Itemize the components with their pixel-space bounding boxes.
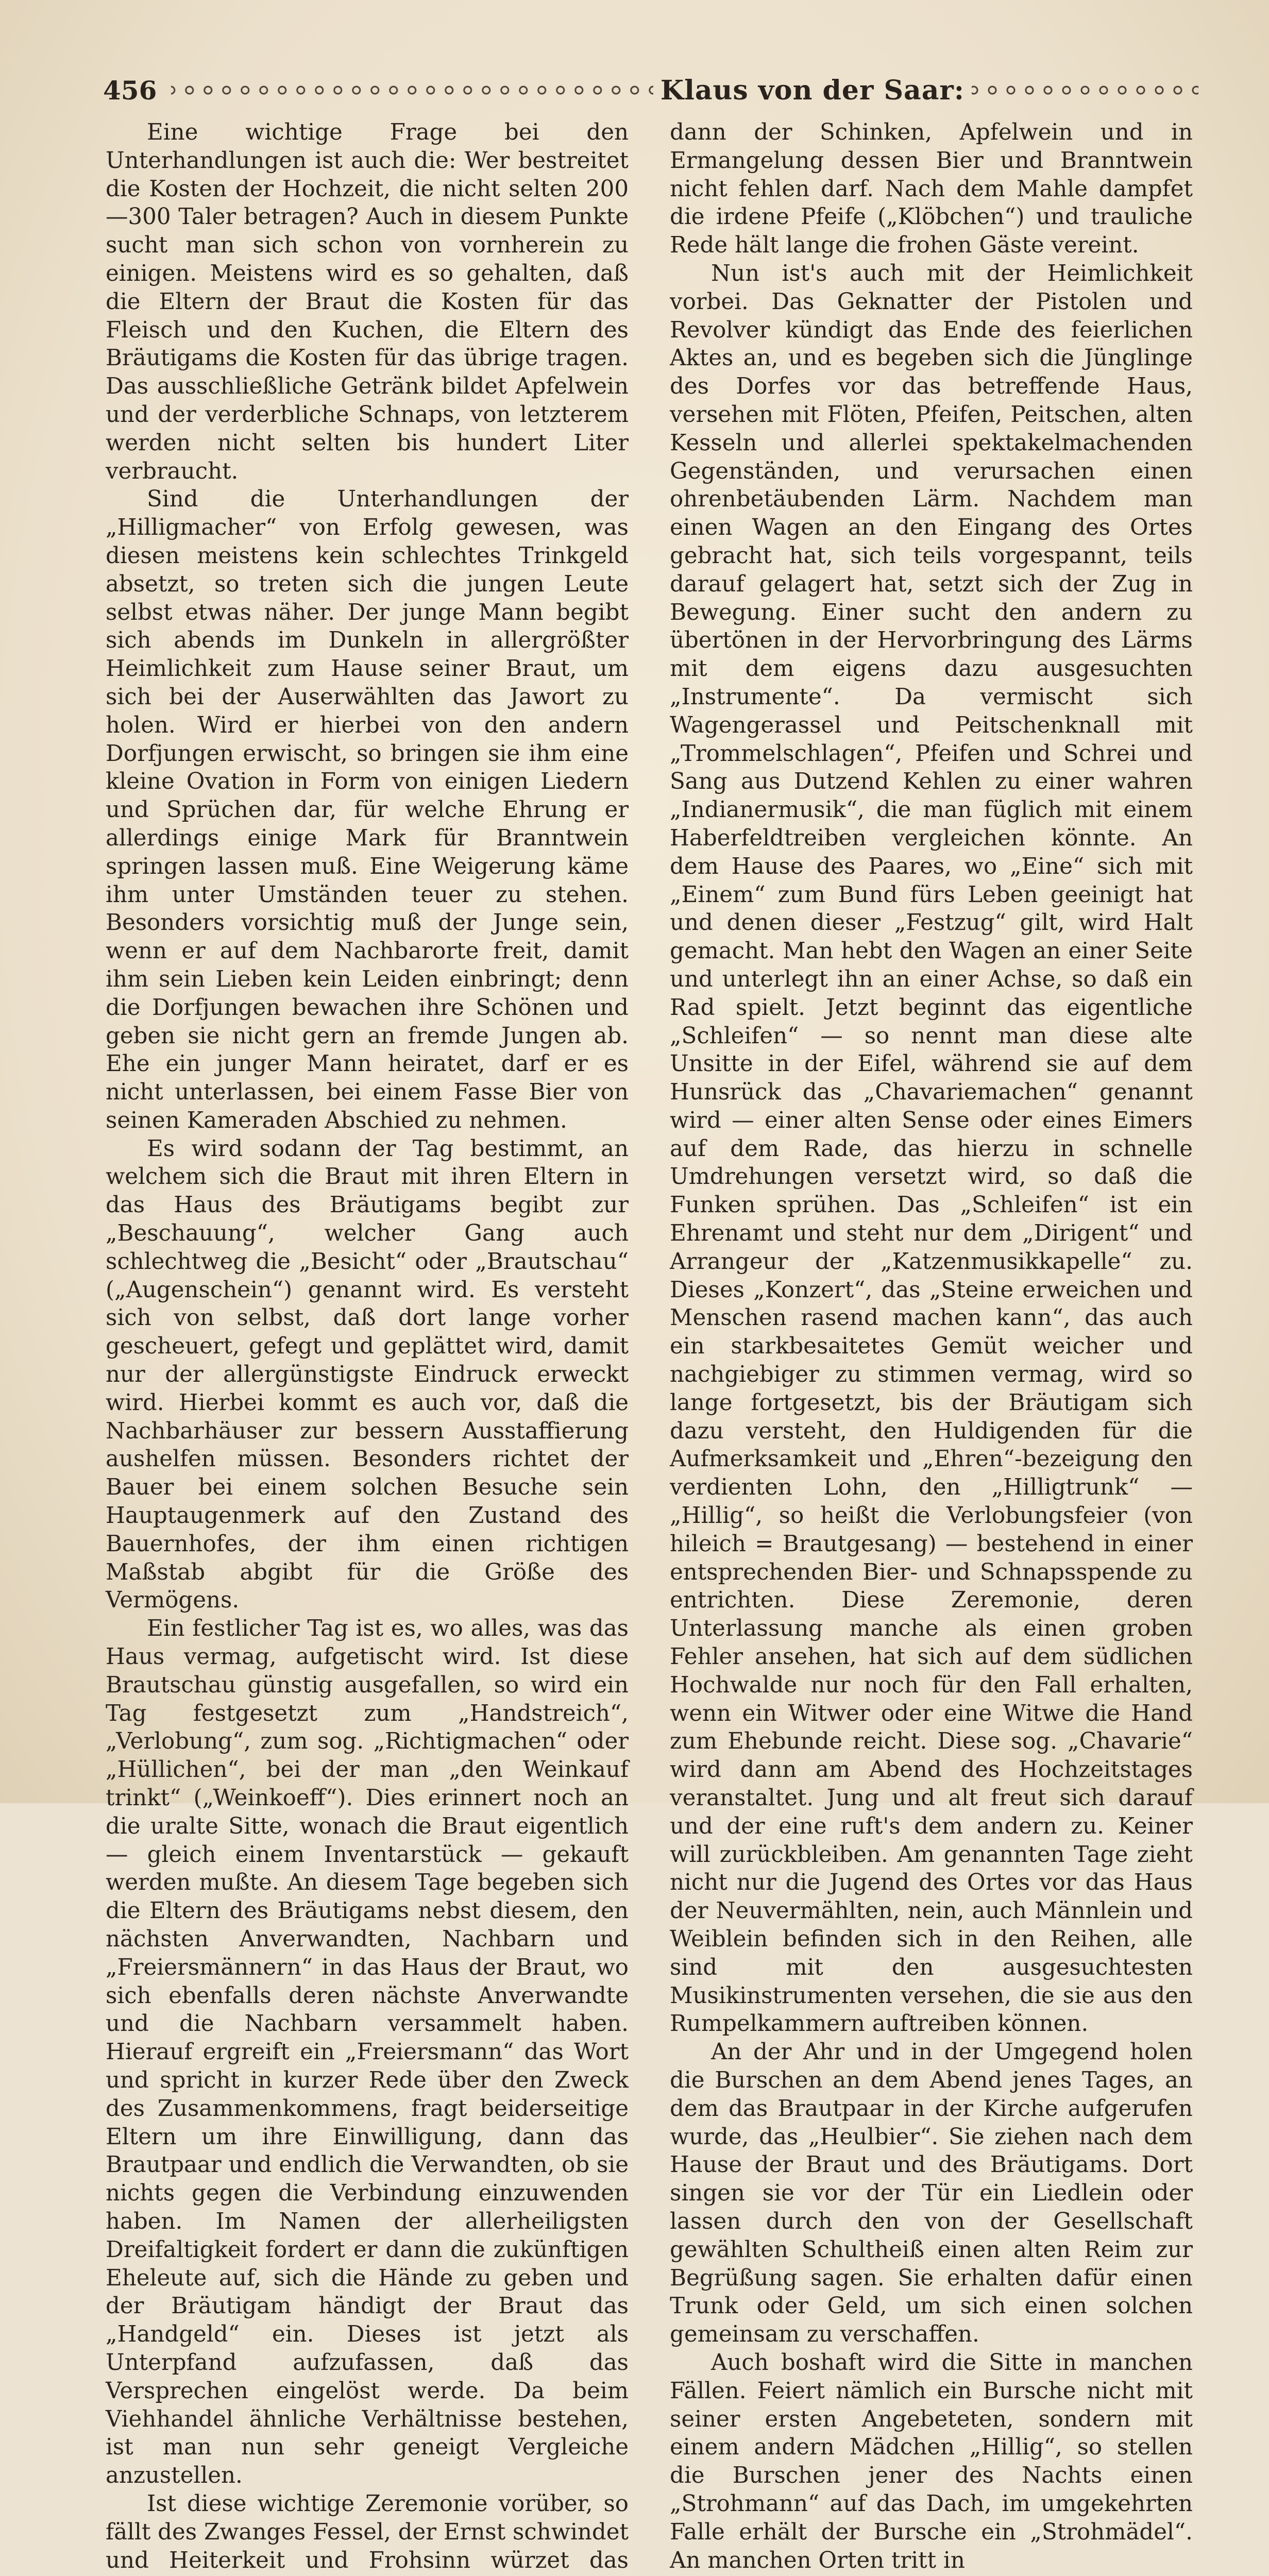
paragraph: Ist diese wichtige Zeremonie vorüber, so fällt des Zwanges Fessel, der Ernst schwindet und Heiterkeit und Frohsinn würzet das [106, 2490, 629, 2573]
page-number: 456 [103, 75, 157, 106]
paragraph: Nun ist's auch mit der Heimlichkeit vorbei. Das Geknatter der Pistolen und Revolver kündigt das Ende des feierlichen Aktes an, und es begeben sich die Jünglinge des Dorfes vor das betreffende Haus, versehen mit Flöten, Pfeifen, Peitschen, alten Kesseln und allerlei spektakelmachenden Gegenständen, und verursachen einen ohrenbetäubenden Lärm. Nachdem man einen Wagen an den Eingang des Ortes gebracht hat, sich teils vorgespannt, teils darauf gelagert hat, setzt sich der Zug in Bewegung. Einer sucht den andern zu übertönen in der Hervorbringung des Lärms mit dem eigens dazu ausgesuchten „Instrumente“. Da vermischt sich Wagengerassel und Peitschenknall mit „Trommelschlagen“, Pfeifen und Schrei und Sang aus Dutzend Kehlen zu einer wahren „Indianermusik“, die man füglich mit einem Haberfeldtreiben vergleichen könnte. An dem Hause des Paares, wo „Eine“ sich mit „Einem“ zum Bund fürs Leben geeinigt hat und denen dieser „Festzug“ gilt, wird Halt gemacht. Man hebt den Wagen an einer Seite und unterlegt ihn an einer Achse, so daß ein Rad spielt. Jetzt beginnt das eigentliche „Schleifen“ — so nennt man diese alte Unsitte in der Eifel, während sie auf dem Hunsrück das „Chavariemachen“ genannt wird — einer alten Sense oder eines Eimers auf dem Rade, das hierzu in schnelle Umdrehungen versetzt wird, so daß die Funken sprühen. Das „Schleifen“ ist ein Ehrenamt und steht nur dem „Dirigent“ und Arrangeur der „Katzenmusikkapelle“ zu. Dieses „Konzert“, das „Steine erweichen und Menschen rasend machen kann“, das auch ein starkbesaitetes Gemüt weicher und nachgiebiger zu stimmen vermag, wird so lange fortgesetzt, bis der Bräutigam sich dazu versteht, den Huldigenden für die Aufmerksamkeit und „Ehren“-bezeigung den verdienten Lohn, den „Hilligtrunk“ — „Hillig“, so heißt die Verlobungsfeier (von hileich = Brautgesang) — bestehend in einer entsprechenden Bier- und Schnapsspende zu entrichten. Diese Zeremonie, deren Unterlassung manche als einen groben Fehler ansehen, hat sich auf dem südlichen Hochwalde nur noch für den Fall erhalten, wenn ein Witwer oder eine Witwe die Hand zum Ehebunde reicht. Diese sog. „Chavarie“ wird dann am Abend des Hochzeitstages veranstaltet. Jung und alt freut sich darauf und der eine ruft's dem andern zu. Keiner will zurückbleiben. Am genannten Tage zieht nicht nur die Jugend des Ortes vor das Haus der Neuvermählten, nein, auch Männlein und Weiblein befinden sich in den Reihen, alle sind mit den ausgesuchtesten Musikinstrumenten versehen, die sie aus den Rumpelkammern auftreiben können. [670, 260, 1193, 2037]
paragraph: Auch boshaft wird die Sitte in manchen Fällen. Feiert nämlich ein Bursche nicht mit seiner ersten Angebeteten, sondern mit einem andern Mädchen „Hillig“, so stellen die Burschen jener des Nachts einen „Strohmann“ auf das Dach, im umgekehrten Falle erhält der Bursche ein „Strohmädel“. An manchen Orten tritt in [670, 2349, 1193, 2573]
right-column [670, 118, 1193, 2574]
paragraph: Ein festlicher Tag ist es, wo alles, was das Haus vermag, aufgetischt wird. Ist diese Brautschau günstig ausgefallen, so wird ein Tag festgesetzt zum „Handstreich“, „Verlobung“, zum sog. „Richtigmachen“ oder „Hüllichen“, bei der man „den Weinkauf trinkt“ („Weinkoeff“). Dies erinnert noch an die uralte Sitte, wonach die Braut eigentlich — gleich einem Inventarstück — gekauft werden mußte. An diesem Tage begeben sich die Eltern des Bräutigams nebst diesem, den nächsten Anverwandten, Nachbarn und „Freiersmännern“ in das Haus der Braut, wo sich ebenfalls deren nächste Anverwandte und die Nachbarn versammelt haben. Hierauf ergreift ein „Freiersmann“ das Wort und spricht in kurzer Rede über den Zweck des Zusammenkommens, fragt beiderseitige Eltern um ihre Einwilligung, dann das Brautpaar und endlich die Verwandten, ob sie nichts gegen die Verbindung einzuwenden haben. Im Namen der allerheiligsten Dreifaltigkeit fordert er dann die zukünftigen Eheleute auf, sich die Hände zu geben und der Bräutigam händigt der Braut das „Handgeld“ ein. Dieses ist jetzt als Unterpfand aufzufassen, daß das Versprechen eingelöst werde. Da beim Viehhandel ähnliche Verhältnisse bestehen, ist man nun sehr geneigt Vergleiche anzustellen. [106, 1616, 629, 2489]
paragraph-continued: dann der Schinken, Apfelwein und in Ermangelung dessen Bier und Branntwein nicht fehlen darf. Nach dem Mahle dampfet die irdene Pfeife („Klöbchen“) und trauliche Rede hält lange die frohen Gäste vereint. [670, 120, 1193, 259]
ornament-rule-left [171, 82, 653, 98]
paragraph: An der Ahr und in der Umgegend holen die Burschen an dem Abend jenes Tages, an dem das Brautpaar in der Kirche aufgerufen wurde, das „Heulbier“. Sie ziehen nach dem Hause der Braut und des Bräutigams. Dort singen sie vor der Tür ein Liedlein oder lassen durch den von der Gesellschaft gewählten Schultheiß einen alten Reim zur Begrüßung sagen. Sie erhalten dafür einen Trunk oder Geld, um sich einen solchen gemeinsam zu verschaffen. [670, 2039, 1193, 2348]
paragraph: Es wird sodann der Tag bestimmt, an welchem sich die Braut mit ihren Eltern in das Haus des Bräutigams begibt zur „Beschauung“, welcher Gang auch schlechtweg die „Besicht“ oder „Brautschau“ („Augenschein“) genannt wird. Es versteht sich von selbst, daß dort lange vorher gescheuert, gefegt und geplättet wird, damit nur der allergünstigste Eindruck erweckt wird. Hierbei kommt es auch vor, daß die Nachbarhäuser zur bessern Ausstaffierung aushelfen müssen. Besonders richtet der Bauer bei einem solchen Besuche sein Hauptaugenmerk auf den Zustand des Bauernhofes, der ihm einen richtigen Maßstab abgibt für die Größe des Vermögens. [106, 1136, 629, 1614]
running-title: Klaus von der Saar: [660, 74, 965, 106]
paragraph: Eine wichtige Frage bei den Unterhandlungen ist auch die: Wer bestreitet die Kosten der Hochzeit, die nicht selten 200—300 Taler betragen? Auch in diesem Punkte sucht man sich schon von vornherein zu einigen. Meistens wird es so gehalten, daß die Eltern der Braut die Kosten für das Fleisch und den Kuchen, die Eltern des Bräutigams die Kosten für das übrige tragen. Das ausschließliche Getränk bildet Apfelwein und der verderbliche Schnaps, von letzterem werden nicht selten bis hundert Liter verbraucht. [106, 120, 629, 484]
paragraph: Sind die Unterhandlungen der „Hilligmacher“ von Erfolg gewesen, was diesen meistens kein schlechtes Trinkgeld absetzt, so treten sich die jungen Leute selbst etwas näher. Der junge Mann begibt sich abends im Dunkeln in allergrößter Heimlichkeit zum Hause seiner Braut, um sich bei der Auserwählten das Jawort zu holen. Wird er hierbei von den andern Dorfjungen erwischt, so bringen sie ihm eine kleine Ovation in Form von einigen Liedern und Sprüchen dar, für welche Ehrung er allerdings einige Mark für Branntwein springen lassen muß. Eine Weigerung käme ihm unter Umständen teuer zu stehen. Besonders vorsichtig muß der Junge sein, wenn er auf dem Nachbarorte freit, damit ihm sein Lieben kein Leiden einbringt; denn die Dorfjungen bewachen ihre Schönen und geben sie nicht gern an fremde Jungen ab. Ehe ein junger Mann heiratet, darf er es nicht unterlassen, bei einem Fasse Bier von seinen Kameraden Abschied zu nehmen. [106, 486, 629, 1133]
ornament-rule-right [972, 82, 1198, 98]
page-header [103, 72, 1206, 108]
left-column [106, 118, 629, 2576]
